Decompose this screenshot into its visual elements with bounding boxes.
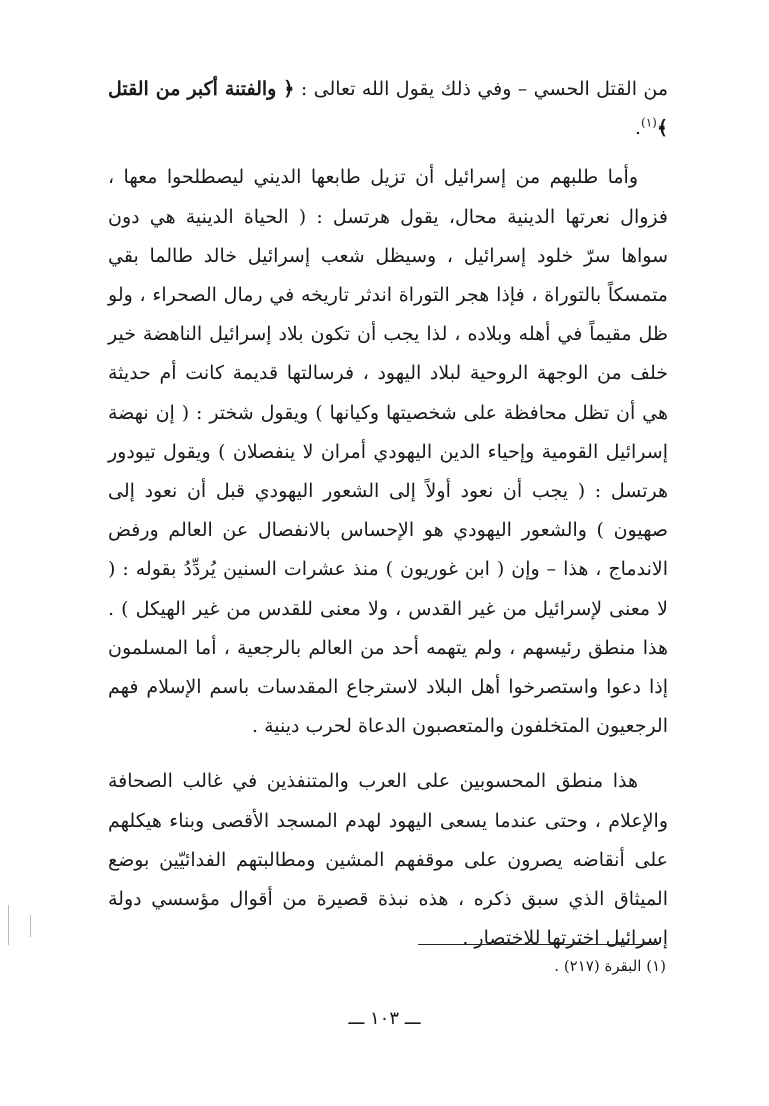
page-number: ـــ ١٠٣ ـــ bbox=[348, 1008, 421, 1029]
paragraph-1-text: من القتل الحسي – وفي ذلك يقول الله تعالى : bbox=[294, 78, 668, 100]
scan-edge-mark bbox=[30, 915, 31, 937]
scan-edge-mark bbox=[8, 905, 9, 945]
footnote-reference[interactable]: (١) bbox=[641, 115, 657, 130]
paragraph-1-end: . bbox=[634, 117, 642, 140]
quran-quote: ﴿ والفتنة أكبر من القتل ﴾ bbox=[108, 78, 668, 140]
page-body bbox=[108, 66, 668, 958]
paragraph-3: هذا منطق المحسوبين على العرب والمتنفذين في غالب الصحافة والإعلام ، وحتى عندما يسعى اليهود لهدم المسجد الأقصى وبناء هيكلهم على أنقاضه يصرون على موقفهم المشين ومطالبتهم الفدائيّين بوضع الميثاق الذي سبق ذكره ، هذه نبذة قصيرة من أقوال مؤسسي دولة إسرائيل اخترتها للاختصار . bbox=[108, 770, 668, 950]
paragraph-1 bbox=[108, 70, 668, 148]
paragraph-2: وأما طلبهم من إسرائيل أن تزيل طابعها الديني ليصطلحوا معها ، فزوال نعرتها الدينية محال، يقول هرتسل : ( الحياة الدينية هي دون سواها سرّ خلود إسرائيل ، وسيظل شعب إسرائيل خالد طالما بقي متمسكاً بالتوراة ، فإذا هجر التوراة اندثر تاريخه في رمال الصحراء ، ولو ظل مقيماً في أهله وبلاده ، لذا يجب أن تكون بلاد إسرائيل الناهضة خير خلف من الوجهة الروحية لبلاد اليهود ، فرسالتها قديمة كانت أم حديثة هي أن تظل محافظة على شخصيتها وكيانها ) ويقول شختر : ( إن نهضة إسرائيل القومية وإحياء الدين اليهودي أمران لا ينفصلان ) ويقول تيودور هرتسل : ( يجب أن نعود أولاً إلى الشعور اليهودي قبل أن نعود إلى صهيون ) والشعور اليهودي هو الإحساس بالانفصال عن العالم ورفض الاندماج ، هذا – وإن ( ابن غوريون ) منذ عشرات السنين يُردِّدُ بقوله : ( لا معنى لإسرائيل من غير القدس ، ولا معنى للقدس من غير الهيكل ) . هذا منطق رئيسهم ، ولم يتهمه أحد من العالم بالرجعية ، أما المسلمون إذا دعوا واستصرخوا أهل البلاد لاسترجاع المقدسات باسم الإسلام فهم الرجعيون المتخلفون والمتعصبون الدعاة لحرب دينية . bbox=[108, 166, 668, 738]
footnote: (١) البقرة (٢١٧) . bbox=[554, 957, 666, 975]
footnote-divider bbox=[418, 944, 658, 945]
